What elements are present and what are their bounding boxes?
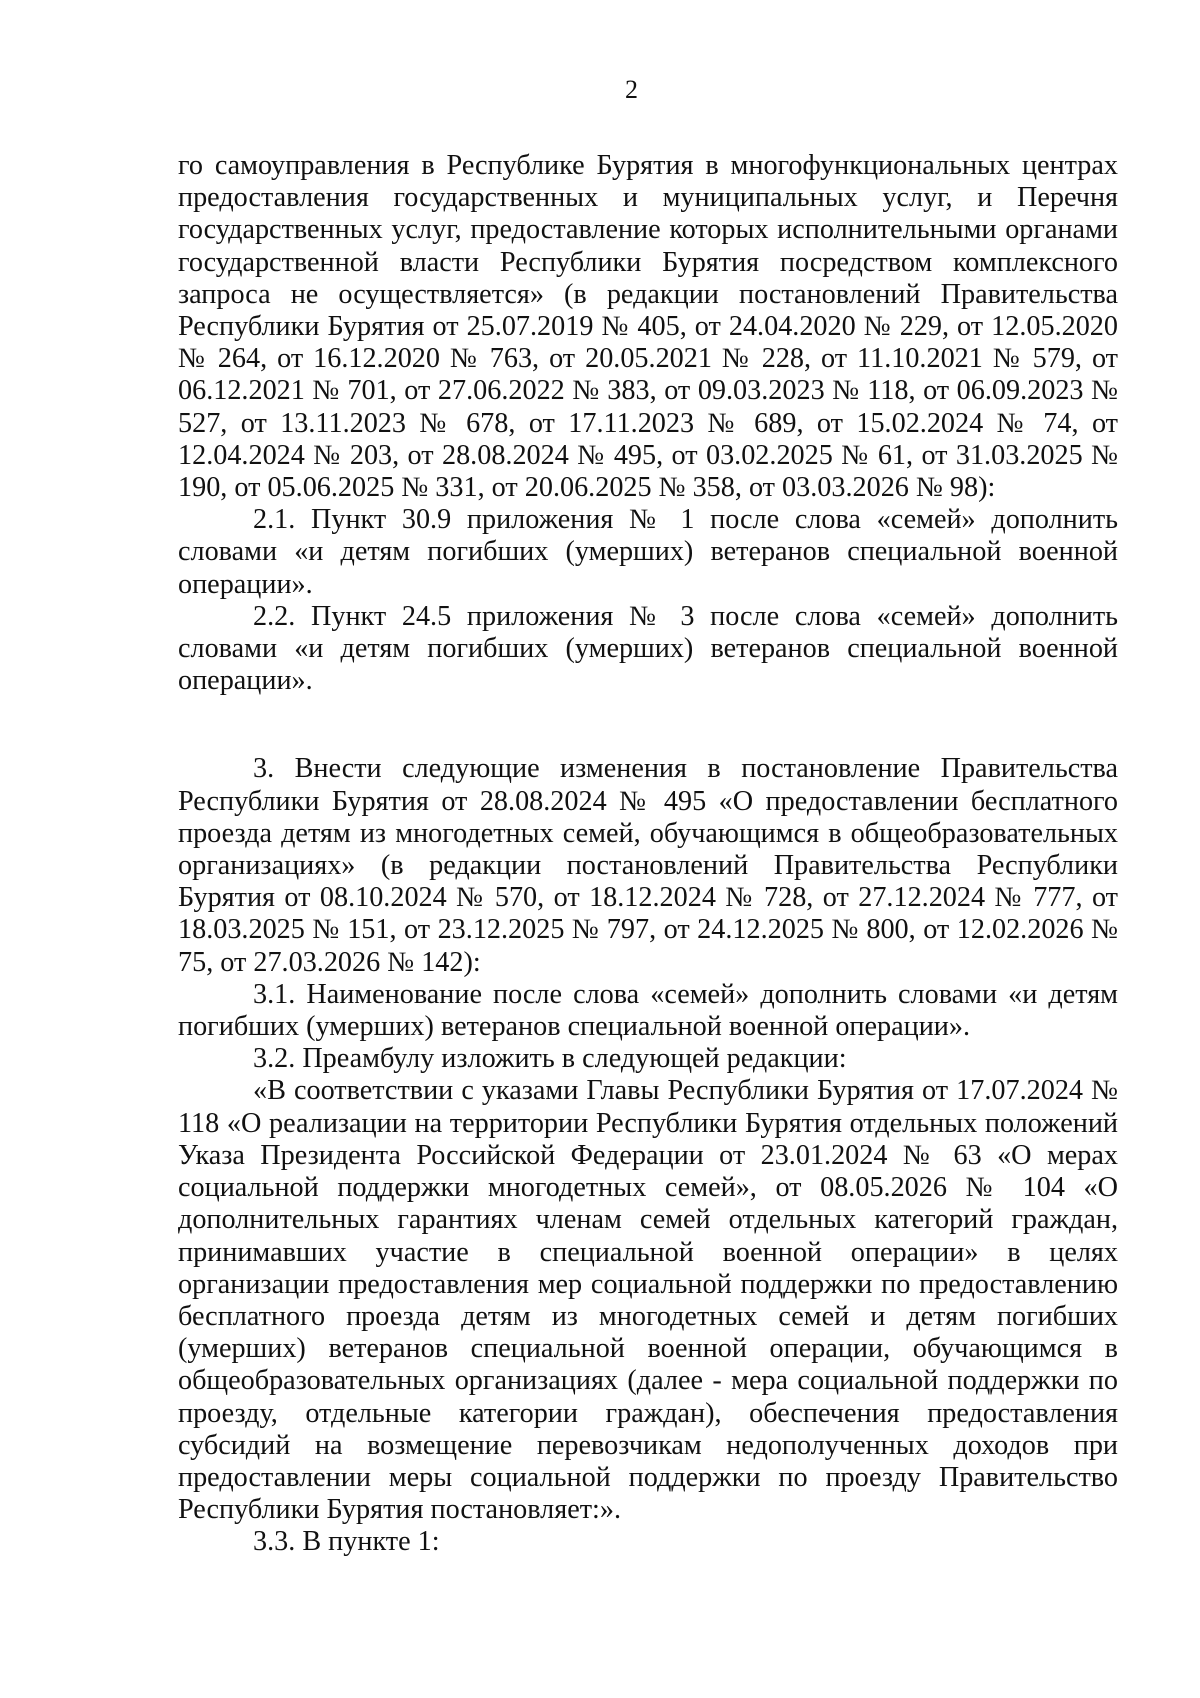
paragraph-preamble-quote: «В соответствии с указами Главы Республики Бурятия от 17.07.2024 № 118 «О реализации на территории Республики Бурятия отдельных положений Указа Президента Российской Федерации от 23.01.2024 № 63 «О мерах социальной поддержки многодетных семей», от 08.05.2026 № 104 «О дополнительных гарантиях членам семей отдельных категорий граждан, принимавших участие в специальной военной операции» в целях организации предоставления мер социальной поддержки по предоставлению бесплатного проезда детям из многодетных семей и детям погибших (умерших) ветеранов специальной военной операции, обучающимся в общеобразовательных организациях (далее - мера социальной поддержки по проезду, отдельные категории граждан), обеспечения предоставления субсидий на возмещение перевозчикам недополученных доходов при предоставлении меры социальной поддержки по проезду Правительство Республики Бурятия постановляет:».	[178, 1075, 1118, 1526]
paragraph-3-3: 3.3. В пункте 1:	[253, 1526, 440, 1558]
page-number: 2	[625, 75, 638, 104]
paragraph-continuation: го самоуправления в Республике Бурятия в многофункциональных центрах предоставления государственных и муниципальных услуг, и Перечня государственных услуг, предоставление которых исполнительными органами государственной власти Республики Бурятия посредством комплексного запроса не осуществляется» (в редакции постановлений Правительства Республики Бурятия от 25.07.2019 № 405, от 24.04.2020 № 229, от 12.05.2020 № 264, от 16.12.2020 № 763, от 20.05.2021 № 228, от 11.10.2021 № 579, от 06.12.2021 № 701, от 27.06.2022 № 383, от 09.03.2023 № 118, от 06.09.2023 № 527, от 13.11.2023 № 678, от 17.11.2023 № 689, от 15.02.2024 № 74, от 12.04.2024 № 203, от 28.08.2024 № 495, от 03.02.2025 № 61, от 31.03.2025 № 190, от 05.06.2025 № 331, от 20.06.2025 № 358, от 03.03.2026 № 98):	[178, 150, 1118, 504]
paragraph-2-2: 2.2. Пункт 24.5 приложения № 3 после слова «семей» дополнить словами «и детям погибших (умерших) ветеранов специальной военной операции».	[178, 600, 1118, 697]
paragraph-3-2: 3.2. Преамбулу изложить в следующей редакции:	[253, 1043, 847, 1075]
paragraph-3: 3. Внести следующие изменения в постановление Правительства Республики Бурятия от 28.08.2024 № 495 «О предоставлении бесплатного проезда детям из многодетных семей, обучающимся в общеобразовательных организациях» (в редакции постановлений Правительства Республики Бурятия от 08.10.2024 № 570, от 18.12.2024 № 728, от 27.12.2024 № 777, от 18.03.2025 № 151, от 23.12.2025 № 797, от 24.12.2025 № 800, от 12.02.2026 № 75, от 27.03.2026 № 142):	[178, 753, 1118, 978]
paragraph-2-1: 2.1. Пункт 30.9 приложения № 1 после слова «семей» дополнить словами «и детям погибших (умерших) ветеранов специальной военной операции».	[178, 504, 1118, 600]
paragraph-3-1: 3.1. Наименование после слова «семей» дополнить словами «и детям погибших (умерших) ветеранов специальной военной операции».	[178, 978, 1118, 1043]
document-body	[178, 150, 1118, 1559]
